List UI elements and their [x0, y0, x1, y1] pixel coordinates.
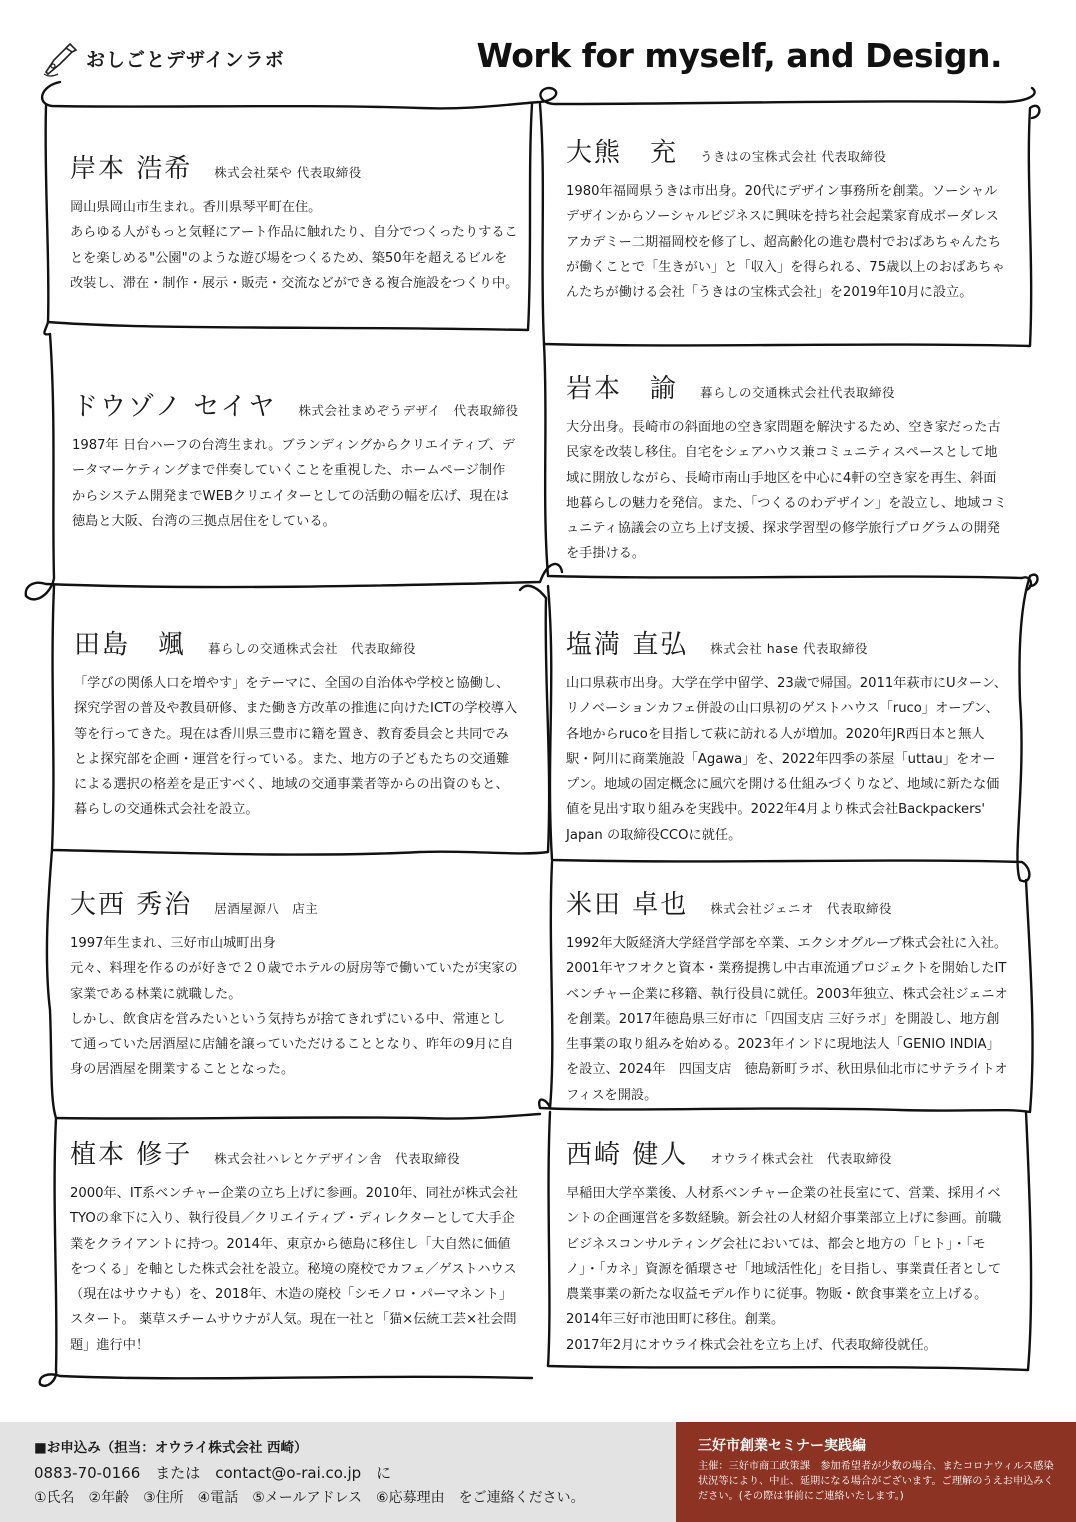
profile-name: 大熊 充 [566, 138, 679, 168]
profile-role: 株式会社ハレとケデザイン舎 代表取締役 [214, 1151, 461, 1166]
lab-header [40, 38, 285, 78]
seminar-title: 三好市創業セミナー実践編 [698, 1438, 866, 1454]
profile-bio: 2000年、IT系ベンチャー企業の立ち上げに参画。2010年、同社が株式会社TYOの傘下に入り、執行役員／クリエイティブ・ディレクターとして大手企業をクライアントに持つ。2014年、東京から徳島に移住し「大自然に価値をつくる」を軸とした株式会社を設立。秘境の廃校でカフェ／ゲストハウス（現在はサウナも）を、2018年、木造の廃校「シモノロ・パーマネント」スタート。 薬草スチームサウナが人気。現在一社と「猫×伝統工芸×社会問題」進行中！ [70, 1186, 518, 1353]
profile-name: 塩満 直弘 [566, 630, 689, 660]
profile-bio: 岡山県岡山市生まれ。香川県琴平町在住。 あらゆる人がもっと気軽にアート作品に触れたり、自分でつくったりすることを楽しめる"公園"のような遊び場をつくるため、築50年を超えるビルを改装し、滞在・制作・展示・販売・交流などができる複合施設をつくり中。 [70, 200, 519, 291]
profile-name: ドウゾノ セイヤ [72, 392, 277, 422]
profile-role: 株式会社 hase 代表取締役 [710, 641, 868, 656]
lab-title: おしごとデザインラボ [86, 48, 285, 71]
profile-card [70, 148, 520, 296]
header-underline [42, 82, 1035, 108]
profile-card [74, 624, 518, 823]
profile-card [566, 884, 1008, 1108]
profile-bio: 早稲田大学卒業後、人材系ベンチャー企業の社長室にて、営業、採用イベントの企画運営を多数経験。新会社の人材紹介事業部立上げに参画。前職ビジネスコンサルティング会社においては、都会と地方の「ヒト」・「モノ」・「カネ」資源を循環させ「地域活性化」を目指し、事業責任者として農業事業の新たな収益モデル作りに従事。物販・飲食事業を立上げる。2014年三好市池田町に移住。創業。 2017年2月にオウライ株式会社を立ち上げ、代表取締役就任。 [566, 1186, 1002, 1353]
apply-heading: ■お申込み（担当：オウライ株式会社 西崎） [34, 1440, 308, 1456]
fountain-pen-icon [40, 38, 80, 78]
profile-role: 株式会社まめぞうデザイ 代表取締役 [298, 403, 519, 418]
profile-name: 植本 修子 [70, 1140, 193, 1170]
profile-role: オウライ株式会社 代表取締役 [710, 1151, 892, 1166]
profile-card [70, 884, 518, 1083]
profile-card [566, 368, 1008, 567]
profile-bio: 山口県萩市出身。大学在学中留学、23歳で帰国。2011年萩市にUターン、リノベーションカフェ併設の山口県初のゲストハウス「ruco」オープン、各地からrucoを目指して萩に訪れる人が増加。2020年JR西日本と無人駅・阿川に商業施設「Agawa」を、2022年四季の茶屋「uttau」をオープン。地域の固定概念に風穴を開ける仕組みづくりなど、地域に新たな価値を見出す取り組みを実践中。2022年4月より株式会社Backpackers' Japan の取締役CCOに就任。 [566, 676, 1008, 843]
profile-role: 暮らしの交通株式会社代表取締役 [700, 385, 896, 400]
profile-name: 大西 秀治 [70, 890, 193, 920]
profile-card [566, 624, 1008, 848]
profile-name: 岩本 諭 [566, 374, 679, 404]
profile-bio: 大分出身。長崎市の斜面地の空き家問題を解決するため、空き家だった古民家を改装し移住。自宅をシェアハウス兼コミュニティスペースとして地域に開放しながら、長崎市南山手地区を中心に4軒の空き家を再生、斜面地暮らしの魅力を発信。また、「つくるのわデザイン」を設立し、地域コミュニティ協議会の立ち上げ支援、探求学習型の修学旅行プログラムの開発を手掛ける。 [566, 420, 1007, 562]
profile-role: 株式会社栞や 代表取締役 [214, 165, 362, 180]
profile-bio: 1992年大阪経済大学経営学部を卒業、エクシオグループ株式会社に入社。2001年ヤフオクと資本・業務提携し中古車流通プロジェクトを開始したITベンチャー企業に移籍、執行役員に就任。2003年独立、株式会社ジェニオを創業。2017年徳島県三好市に「四国支店 三好ラボ」を開設し、地方創生事業の取り組みを始める。2023年インドに現地法人「GENIO INDIA」を設立、2024年 四国支店 徳島新町ラボ、秋田県仙北市にサテライトオフィスを開設。 [566, 936, 1008, 1103]
profile-role: 居酒屋源八 店主 [214, 901, 319, 916]
required-fields-line: ①氏名 ②年齢 ③住所 ④電話 ⑤メールアドレス ⑥応募理由 をご連絡ください。 [34, 1490, 585, 1506]
profile-role: 株式会社ジェニオ 代表取締役 [710, 901, 893, 916]
profile-role: 暮らしの交通株式会社 代表取締役 [208, 641, 417, 656]
profile-card [566, 132, 1010, 305]
profile-card [70, 1134, 518, 1358]
profile-name: 田島 颯 [74, 630, 187, 660]
profile-bio: 「学びの関係人口を増やす」をテーマに、全国の自治体や学校と協働し、探究学習の普及や教員研修、また働き方改革の推進に向けたICTの学校導入等を行ってきた。現在は香川県三豊市に籍を置き、教育委員会と共同でみとよ探究部を企画・運営を行っている。また、地方の子どもたちの交通難による選択の格差を是正すべく、地域の交通事業者等からの出資のもと、暮らしの交通株式会社を設立。 [74, 676, 518, 818]
profile-bio: 1987年 日台ハーフの台湾生まれ。ブランディングからクリエイティブ、データマーケティングまで伴奏していくことを重視した、ホームページ制作からシステム開発までWEBクリエイターとしての活動の幅を広げ、現在は徳島と大阪、台湾の三拠点居住をしている。 [72, 438, 515, 529]
seminar-info [676, 1422, 1076, 1522]
profile-bio: 1997年生まれ、三好市山城町出身 元々、料理を作るのが好きで２０歳でホテルの厨房等で働いていたが実家の家業である林業に就職した。 しかし、飲食店を営みたいという気持ちが捨てきれずにいる中、常連として通っていた居酒屋に店舗を譲っていただけることとなり、昨年の9月に自身の居酒屋を開業することとなった。 [70, 936, 518, 1078]
profile-name: 米田 卓也 [566, 890, 689, 920]
contact-line[interactable]: 0883-70-0166 または contact@o-rai.co.jp に [34, 1464, 392, 1482]
profile-card [72, 386, 518, 534]
organizer-note: 主催：三好市商工政策課 参加希望者が少数の場合、またコロナウィルス感染状況等により、中止、延期になる場合がございます。ご理解のうえお申込みください。(その際は事前にご連絡いたします。) [698, 1461, 1054, 1502]
profile-bio: 1980年福岡県うきは市出身。20代にデザイン事務所を創業。ソーシャルデザインからソーシャルビジネスに興味を持ち社会起業家育成ボーダレスアカデミー二期福岡校を修了し、超高齢化の進む農村でおばあちゃんたちが働くことで「生きがい」と「収入」を得られる、75歳以上のおばあちゃんたちが働ける会社「うきはの宝株式会社」を2019年10月に設立。 [566, 184, 1005, 301]
tagline: Work for myself, and Design. [476, 36, 1002, 75]
application-info [0, 1422, 676, 1522]
profile-name: 岸本 浩希 [70, 154, 193, 184]
profile-card [566, 1134, 1008, 1358]
profile-role: うきはの宝株式会社 代表取締役 [700, 149, 887, 164]
profile-name: 西崎 健人 [566, 1140, 689, 1170]
